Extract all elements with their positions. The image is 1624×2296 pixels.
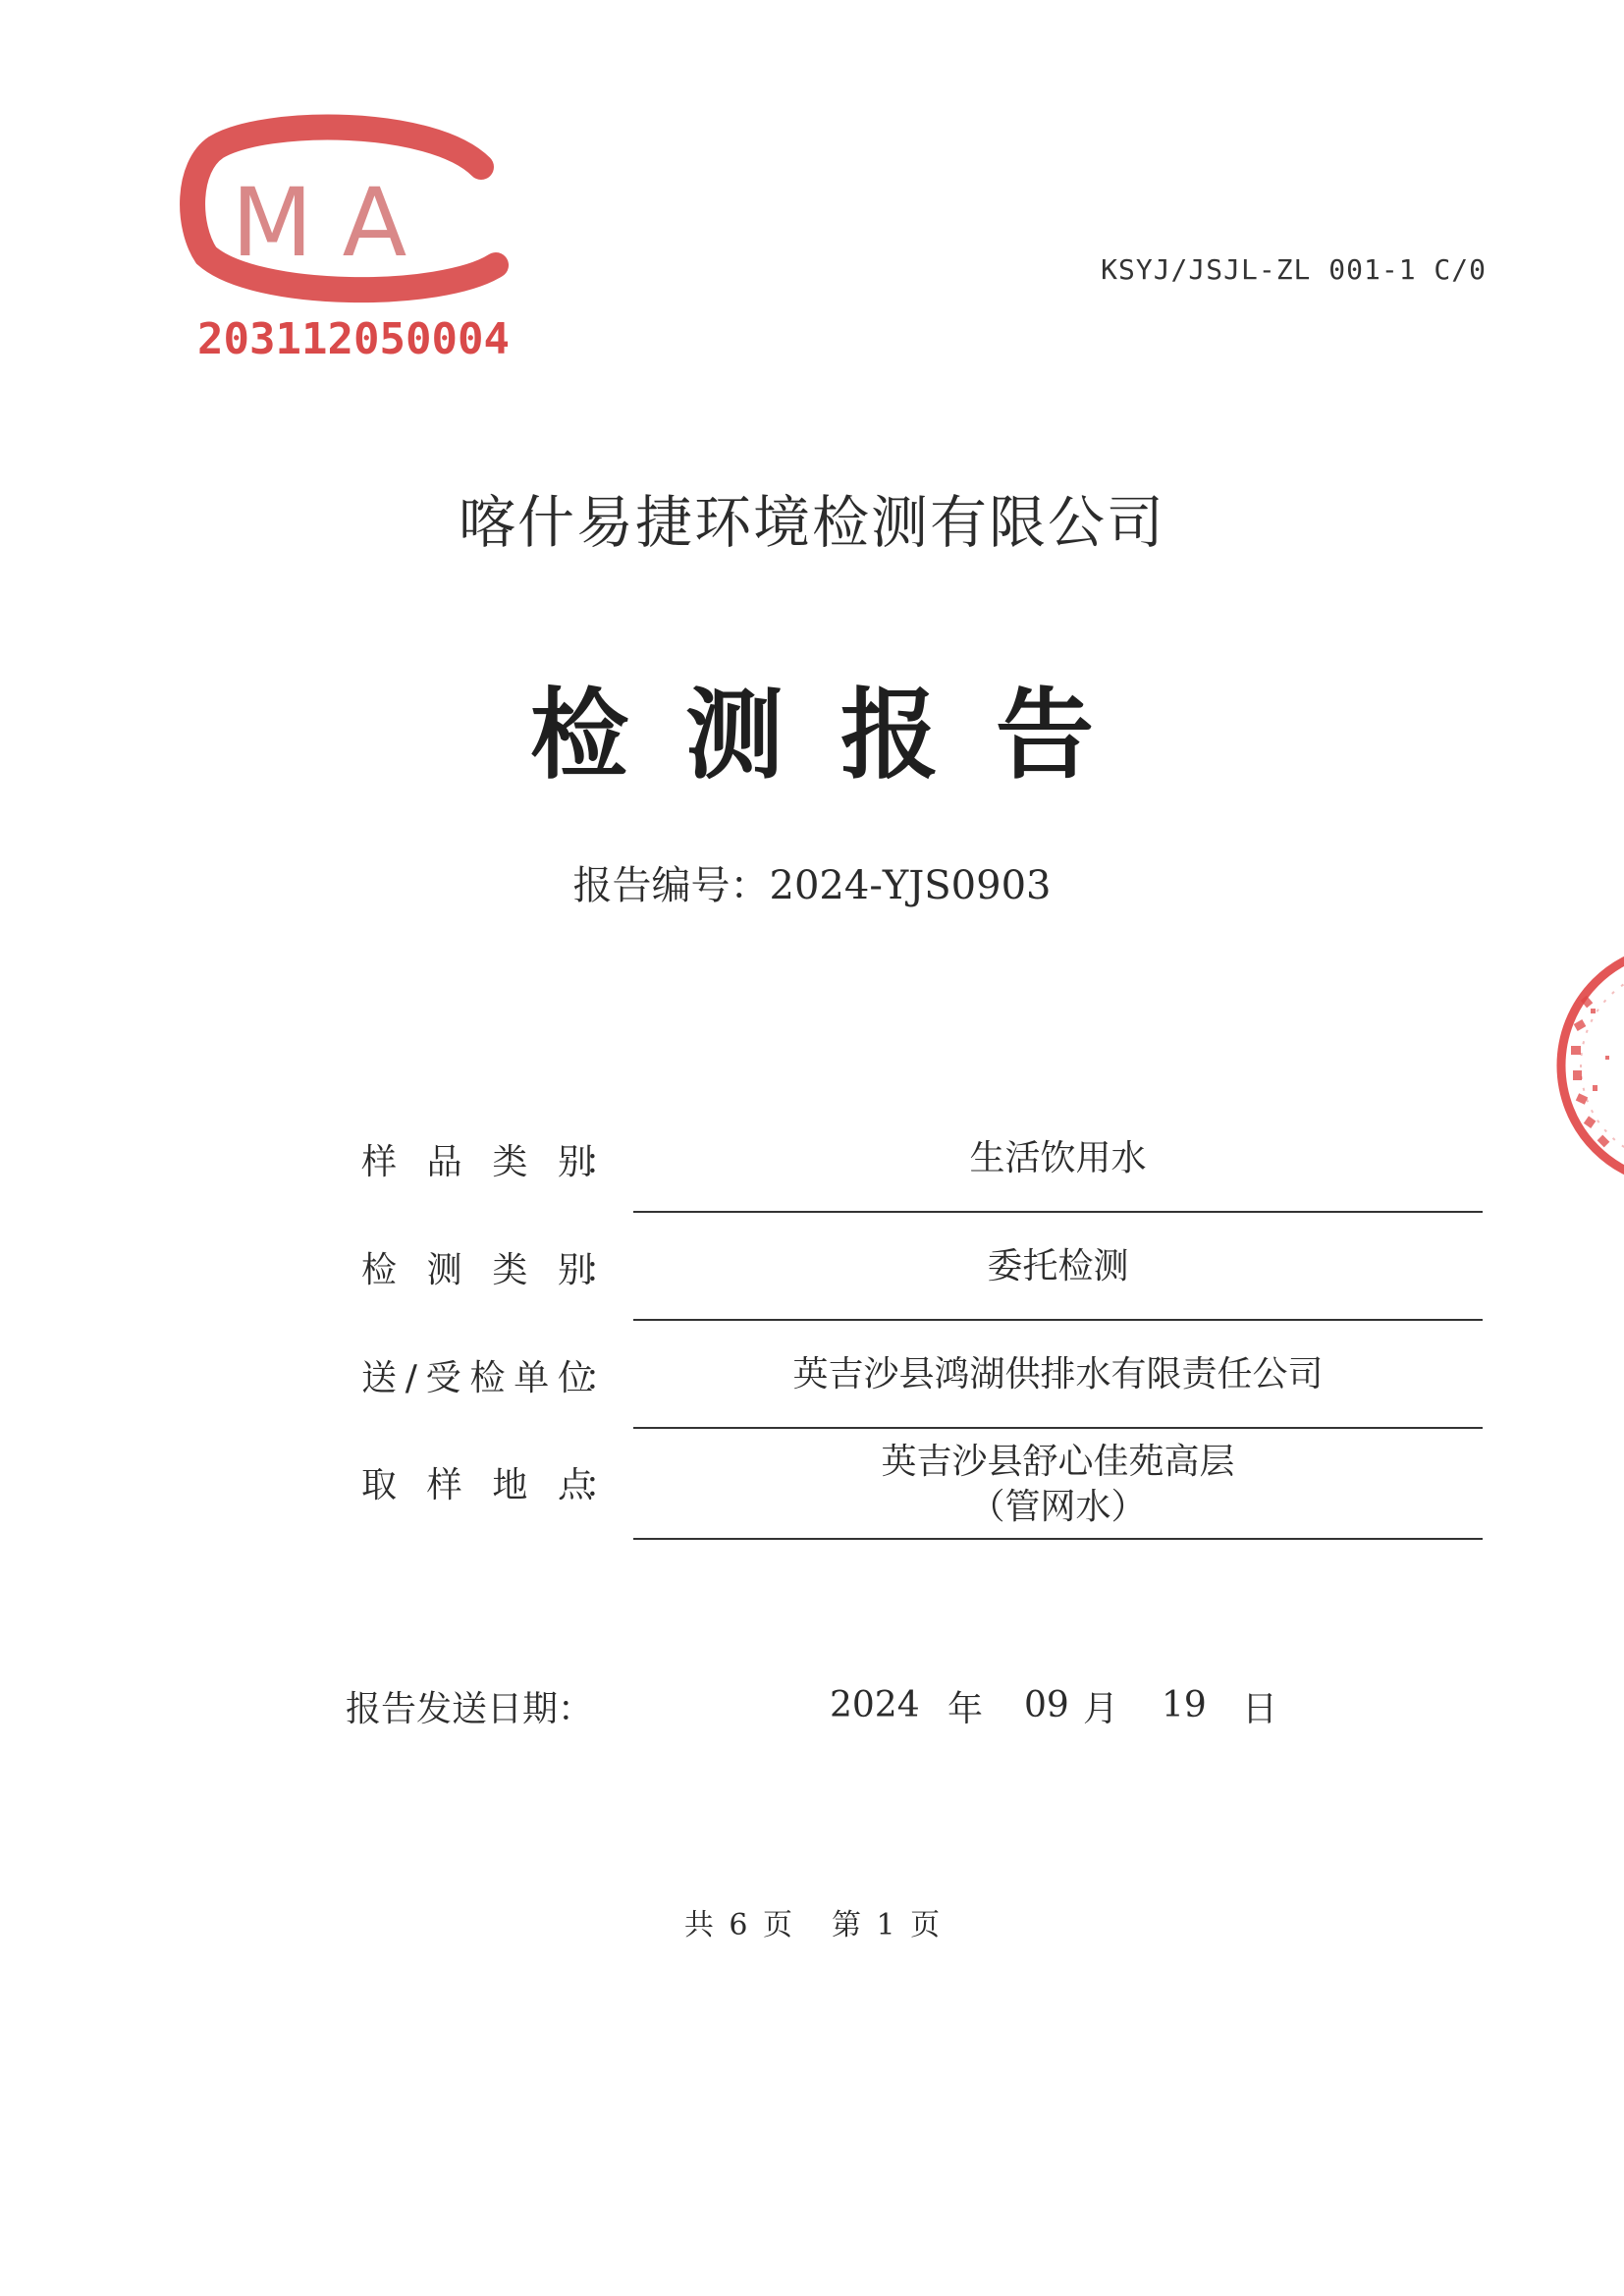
report-number-label: 报告编号： (572, 863, 770, 908)
company-seal-graphic (1532, 938, 1624, 1232)
info-label: 检测类别 (361, 1250, 593, 1290)
document-code: KSYJ/JSJL-ZL 001-1 C/0 (1101, 253, 1487, 286)
info-colon: ： (584, 1250, 621, 1290)
info-label: 送/受检单位 (361, 1358, 593, 1398)
info-label: 取样地点 (361, 1465, 593, 1505)
info-value: 生活饮用水 (969, 1138, 1147, 1178)
report-number-value: 2024-YJS0903 (769, 863, 1052, 908)
cma-stamp-graphic (187, 108, 520, 383)
stamp-mark-text: MA (231, 168, 437, 278)
company-seal (1532, 938, 1624, 1232)
page-total: 共 6 页 (683, 1908, 792, 1942)
info-row-test-type (0, 1242, 1624, 1350)
underline (633, 1319, 1483, 1321)
info-row-sample-type (0, 1134, 1624, 1242)
info-value: 英吉沙县鸿湖供排水有限责任公司 (792, 1354, 1324, 1394)
info-value: 委托检测 (987, 1246, 1129, 1286)
info-label: 样品类别 (361, 1142, 593, 1182)
page-info (0, 1900, 1624, 1943)
cma-stamp (187, 108, 520, 383)
send-date-day: 19 (1162, 1685, 1207, 1725)
send-date-label: 报告发送日期： (346, 1689, 594, 1729)
underline (633, 1538, 1483, 1540)
stamp-number: 203112050004 (197, 314, 510, 364)
underline (633, 1211, 1483, 1213)
send-date-month-unit: 月 (1083, 1689, 1119, 1729)
send-date-month: 09 (1024, 1685, 1069, 1725)
page-current: 第 1 页 (832, 1908, 941, 1942)
send-date-year: 2024 (830, 1685, 920, 1725)
info-colon: ： (584, 1465, 621, 1505)
company-name: 喀什易捷环境检测有限公司 (458, 489, 1165, 556)
info-colon: ： (584, 1142, 621, 1182)
send-date-day-unit: 日 (1242, 1689, 1278, 1729)
info-colon: ： (584, 1358, 621, 1398)
send-date-year-unit: 年 (947, 1689, 984, 1729)
info-value-line1: 英吉沙县舒心佳苑高层 (881, 1442, 1235, 1482)
underline (633, 1427, 1483, 1429)
report-number (0, 854, 1624, 910)
report-title: 检测报告 (530, 677, 1151, 793)
info-row-sampling-location (0, 1444, 1624, 1571)
info-value-line2: （管网水） (969, 1487, 1147, 1527)
